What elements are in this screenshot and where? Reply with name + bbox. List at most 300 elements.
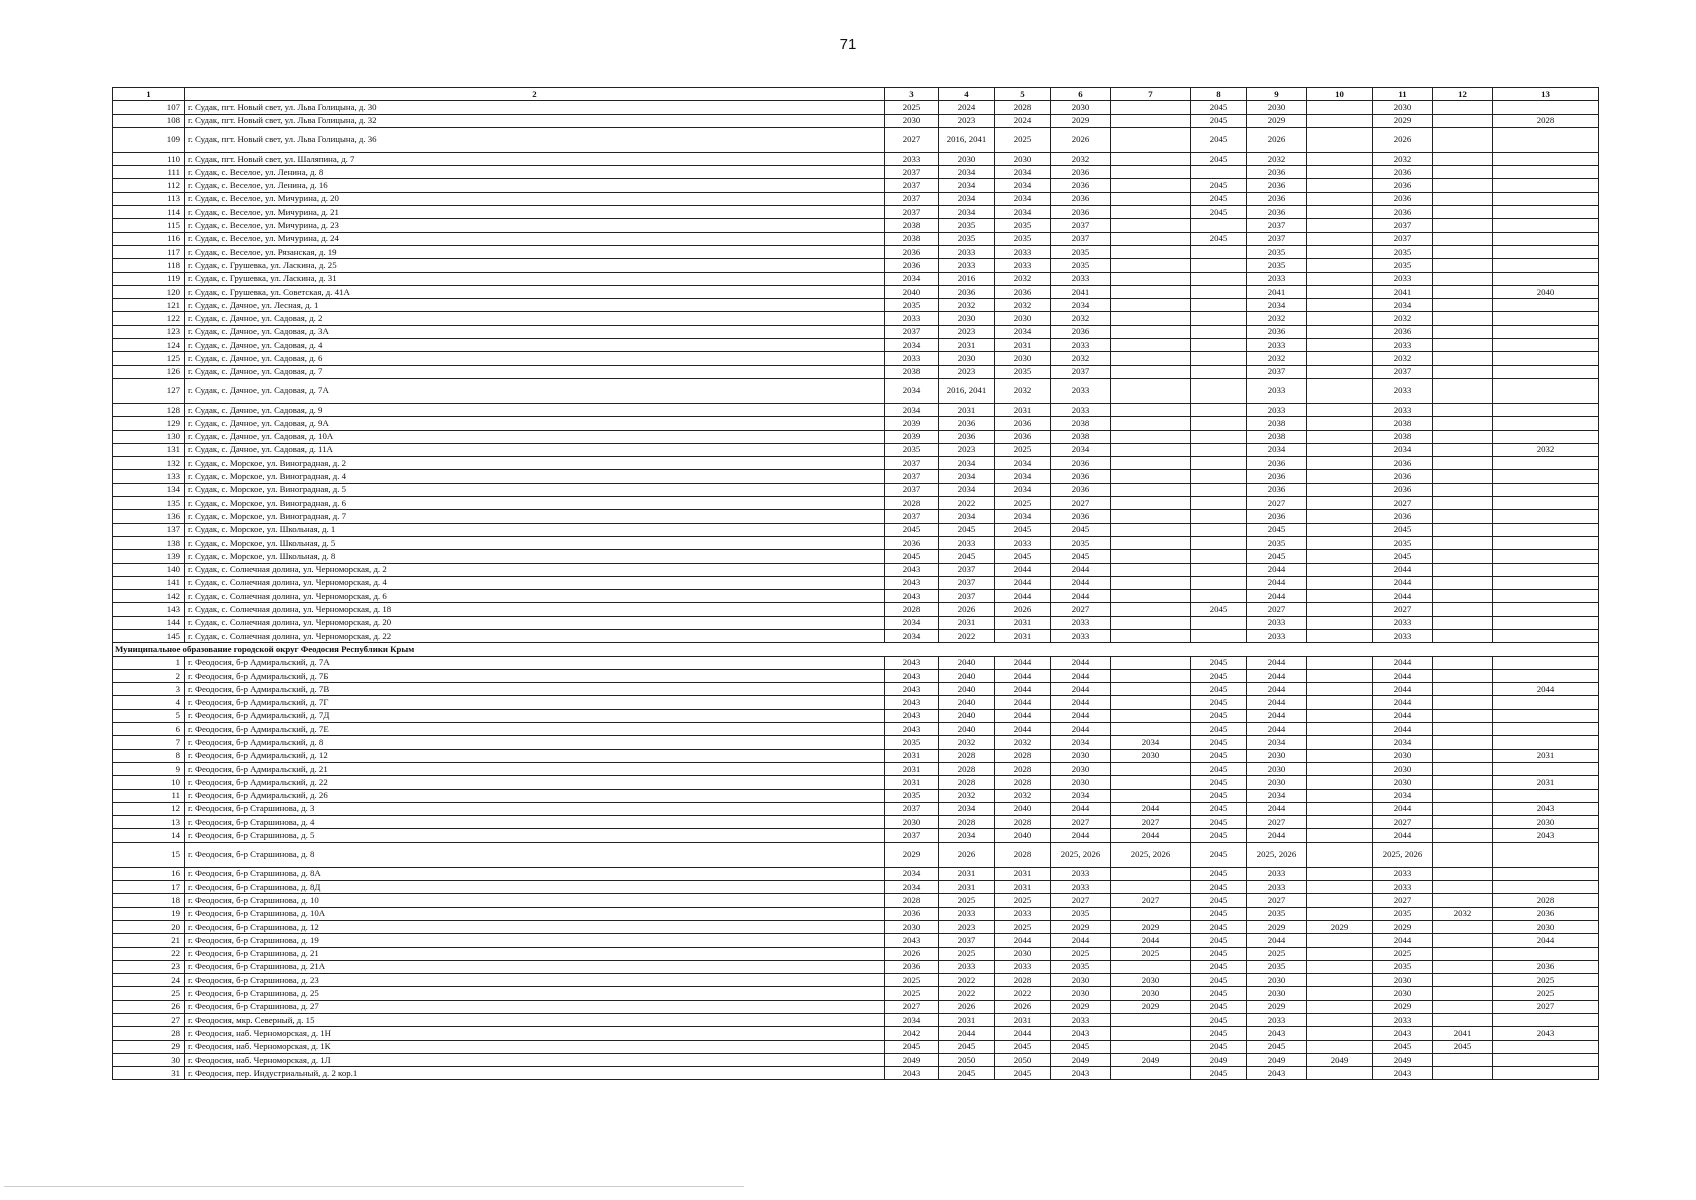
year-cell-col-5: 2030 <box>995 352 1051 365</box>
year-cell-col-9: 2035 <box>1247 536 1307 549</box>
year-cell-col-7: 2025, 2026 <box>1111 842 1191 867</box>
address-cell: г. Судак, с. Солнечная долина, ул. Черноморская, д. 20 <box>185 616 885 629</box>
year-cell-col-5: 2044 <box>995 696 1051 709</box>
table-row <box>113 192 1599 205</box>
table-row <box>113 576 1599 589</box>
year-cell-col-3: 2034 <box>885 403 939 416</box>
year-cell-col-13: 2027 <box>1493 1000 1599 1013</box>
address-cell: г. Судак, пгт. Новый свет, ул. Льва Голицына, д. 30 <box>185 101 885 114</box>
year-cell-col-6: 2044 <box>1051 656 1111 669</box>
row-number-cell: 24 <box>113 974 185 987</box>
year-cell-col-5: 2031 <box>995 403 1051 416</box>
year-cell-col-11: 2035 <box>1373 960 1433 973</box>
year-cell-col-12 <box>1433 403 1493 416</box>
year-cell-col-5: 2034 <box>995 457 1051 470</box>
year-cell-col-4: 2040 <box>939 723 995 736</box>
table-row <box>113 563 1599 576</box>
year-cell-col-13 <box>1493 430 1599 443</box>
address-cell: г. Судак, с. Дачное, ул. Садовая, д. 6 <box>185 352 885 365</box>
year-cell-col-7 <box>1111 563 1191 576</box>
year-cell-col-6: 2033 <box>1051 339 1111 352</box>
year-cell-col-8 <box>1191 219 1247 232</box>
row-number-cell: 113 <box>113 192 185 205</box>
year-cell-col-3: 2030 <box>885 816 939 829</box>
year-cell-col-4: 2026 <box>939 842 995 867</box>
year-cell-col-8: 2045 <box>1191 776 1247 789</box>
year-cell-col-13 <box>1493 339 1599 352</box>
year-cell-col-9: 2044 <box>1247 683 1307 696</box>
year-cell-col-7: 2030 <box>1111 987 1191 1000</box>
year-cell-col-4: 2016, 2041 <box>939 127 995 152</box>
year-cell-col-5: 2032 <box>995 272 1051 285</box>
address-cell: г. Судак, пгт. Новый свет, ул. Льва Голицына, д. 32 <box>185 114 885 127</box>
year-cell-col-11: 2030 <box>1373 101 1433 114</box>
year-cell-col-8: 2045 <box>1191 1040 1247 1053</box>
year-cell-col-8: 2045 <box>1191 1014 1247 1027</box>
row-number-cell: 128 <box>113 403 185 416</box>
table-row <box>113 829 1599 842</box>
row-number-cell: 138 <box>113 536 185 549</box>
year-cell-col-3: 2034 <box>885 339 939 352</box>
year-cell-col-6: 2036 <box>1051 510 1111 523</box>
year-cell-col-5: 2032 <box>995 736 1051 749</box>
year-cell-col-4: 2022 <box>939 987 995 1000</box>
row-number-cell: 127 <box>113 378 185 403</box>
year-cell-col-10 <box>1307 152 1373 165</box>
year-cell-col-12 <box>1433 629 1493 642</box>
year-cell-col-7: 2044 <box>1111 802 1191 815</box>
year-cell-col-4: 2031 <box>939 339 995 352</box>
table-row <box>113 430 1599 443</box>
row-number-cell: 107 <box>113 101 185 114</box>
row-number-cell: 124 <box>113 339 185 352</box>
year-cell-col-9: 2034 <box>1247 736 1307 749</box>
year-cell-col-4: 2022 <box>939 497 995 510</box>
year-cell-col-8 <box>1191 259 1247 272</box>
year-cell-col-7: 2027 <box>1111 894 1191 907</box>
year-cell-col-12 <box>1433 590 1493 603</box>
table-row <box>113 127 1599 152</box>
year-cell-col-9: 2036 <box>1247 166 1307 179</box>
year-cell-col-8: 2045 <box>1191 723 1247 736</box>
year-cell-col-12 <box>1433 867 1493 880</box>
year-cell-col-12 <box>1433 1000 1493 1013</box>
year-cell-col-8: 2045 <box>1191 749 1247 762</box>
table-row <box>113 245 1599 258</box>
year-cell-col-3: 2042 <box>885 1027 939 1040</box>
year-cell-col-13 <box>1493 576 1599 589</box>
year-cell-col-4: 2026 <box>939 603 995 616</box>
year-cell-col-7: 2025 <box>1111 947 1191 960</box>
year-cell-col-6: 2030 <box>1051 776 1111 789</box>
address-cell: г. Феодосия, б-р Адмиральский, д. 7В <box>185 683 885 696</box>
year-cell-col-5: 2030 <box>995 947 1051 960</box>
year-cell-col-10 <box>1307 470 1373 483</box>
year-cell-col-3: 2034 <box>885 867 939 880</box>
year-cell-col-9: 2030 <box>1247 776 1307 789</box>
year-cell-col-13 <box>1493 299 1599 312</box>
year-cell-col-7 <box>1111 443 1191 456</box>
year-cell-col-6: 2030 <box>1051 987 1111 1000</box>
year-cell-col-9: 2033 <box>1247 867 1307 880</box>
year-cell-col-13: 2044 <box>1493 683 1599 696</box>
year-cell-col-10 <box>1307 403 1373 416</box>
year-cell-col-4: 2030 <box>939 312 995 325</box>
year-cell-col-7 <box>1111 232 1191 245</box>
address-cell: г. Судак, пгт. Новый свет, ул. Шаляпина, д. 7 <box>185 152 885 165</box>
year-cell-col-9: 2025, 2026 <box>1247 842 1307 867</box>
address-cell: г. Судак, с. Солнечная долина, ул. Черноморская, д. 18 <box>185 603 885 616</box>
year-cell-col-5: 2031 <box>995 629 1051 642</box>
year-cell-col-12 <box>1433 166 1493 179</box>
year-cell-col-10 <box>1307 829 1373 842</box>
year-cell-col-7 <box>1111 960 1191 973</box>
year-cell-col-6: 2034 <box>1051 299 1111 312</box>
year-cell-col-13 <box>1493 1053 1599 1066</box>
year-cell-col-8 <box>1191 536 1247 549</box>
year-cell-col-11: 2045 <box>1373 550 1433 563</box>
year-cell-col-7 <box>1111 789 1191 802</box>
year-cell-col-12 <box>1433 842 1493 867</box>
year-cell-col-6: 2043 <box>1051 1067 1111 1080</box>
year-cell-col-3: 2036 <box>885 907 939 920</box>
year-cell-col-10 <box>1307 934 1373 947</box>
year-cell-col-9: 2036 <box>1247 510 1307 523</box>
year-cell-col-7 <box>1111 403 1191 416</box>
table-row <box>113 219 1599 232</box>
year-cell-col-10 <box>1307 299 1373 312</box>
year-cell-col-13 <box>1493 206 1599 219</box>
year-cell-col-3: 2043 <box>885 590 939 603</box>
year-cell-col-6: 2037 <box>1051 232 1111 245</box>
year-cell-col-7: 2049 <box>1111 1053 1191 1066</box>
year-cell-col-8: 2045 <box>1191 987 1247 1000</box>
year-cell-col-3: 2037 <box>885 457 939 470</box>
year-cell-col-12 <box>1433 1053 1493 1066</box>
year-cell-col-6: 2036 <box>1051 470 1111 483</box>
year-cell-col-10 <box>1307 736 1373 749</box>
year-cell-col-9: 2036 <box>1247 206 1307 219</box>
year-cell-col-9: 2027 <box>1247 497 1307 510</box>
year-cell-col-3: 2033 <box>885 152 939 165</box>
row-number-cell: 130 <box>113 430 185 443</box>
year-cell-col-9: 2043 <box>1247 1067 1307 1080</box>
year-cell-col-12 <box>1433 576 1493 589</box>
column-header-10: 10 <box>1307 88 1373 101</box>
row-number-cell: 126 <box>113 365 185 378</box>
year-cell-col-6: 2025 <box>1051 947 1111 960</box>
year-cell-col-8: 2045 <box>1191 934 1247 947</box>
table-row <box>113 1040 1599 1053</box>
table-row <box>113 867 1599 880</box>
year-cell-col-7: 2027 <box>1111 816 1191 829</box>
year-cell-col-5: 2033 <box>995 245 1051 258</box>
year-cell-col-11: 2044 <box>1373 656 1433 669</box>
year-cell-col-10 <box>1307 179 1373 192</box>
row-number-cell: 110 <box>113 152 185 165</box>
year-cell-col-11: 2033 <box>1373 616 1433 629</box>
column-header-6: 6 <box>1051 88 1111 101</box>
year-cell-col-11: 2035 <box>1373 536 1433 549</box>
year-cell-col-4: 2040 <box>939 656 995 669</box>
year-cell-col-9: 2033 <box>1247 616 1307 629</box>
year-cell-col-6: 2045 <box>1051 1040 1111 1053</box>
year-cell-col-6: 2034 <box>1051 443 1111 456</box>
year-cell-col-3: 2033 <box>885 352 939 365</box>
year-cell-col-7 <box>1111 1067 1191 1080</box>
year-cell-col-9: 2025 <box>1247 947 1307 960</box>
year-cell-col-12 <box>1433 430 1493 443</box>
table-row <box>113 483 1599 496</box>
year-cell-col-9: 2035 <box>1247 245 1307 258</box>
year-cell-col-12 <box>1433 179 1493 192</box>
year-cell-col-10 <box>1307 987 1373 1000</box>
row-number-cell: 31 <box>113 1067 185 1080</box>
year-cell-col-9: 2035 <box>1247 907 1307 920</box>
year-cell-col-5: 2032 <box>995 299 1051 312</box>
year-cell-col-13 <box>1493 259 1599 272</box>
year-cell-col-7 <box>1111 272 1191 285</box>
year-cell-col-13 <box>1493 656 1599 669</box>
year-cell-col-12 <box>1433 206 1493 219</box>
year-cell-col-5: 2034 <box>995 166 1051 179</box>
year-cell-col-3: 2043 <box>885 696 939 709</box>
row-number-cell: 145 <box>113 629 185 642</box>
year-cell-col-12 <box>1433 483 1493 496</box>
year-cell-col-3: 2039 <box>885 430 939 443</box>
row-number-cell: 10 <box>113 776 185 789</box>
year-cell-col-4: 2022 <box>939 629 995 642</box>
address-cell: г. Феодосия, б-р Старшинова, д. 21А <box>185 960 885 973</box>
year-cell-col-10 <box>1307 683 1373 696</box>
table-row <box>113 629 1599 642</box>
year-cell-col-11: 2033 <box>1373 272 1433 285</box>
table-row <box>113 352 1599 365</box>
year-cell-col-6: 2038 <box>1051 417 1111 430</box>
table-row <box>113 1014 1599 1027</box>
year-cell-col-4: 2045 <box>939 1067 995 1080</box>
year-cell-col-9: 2029 <box>1247 114 1307 127</box>
year-cell-col-4: 2033 <box>939 259 995 272</box>
address-cell: г. Судак, с. Морское, ул. Школьная, д. 5 <box>185 536 885 549</box>
year-cell-col-8: 2045 <box>1191 669 1247 682</box>
year-cell-col-12 <box>1433 272 1493 285</box>
table-row <box>113 789 1599 802</box>
year-cell-col-6: 2029 <box>1051 114 1111 127</box>
year-cell-col-9: 2045 <box>1247 523 1307 536</box>
year-cell-col-6: 2030 <box>1051 749 1111 762</box>
year-cell-col-10 <box>1307 192 1373 205</box>
year-cell-col-9: 2036 <box>1247 325 1307 338</box>
year-cell-col-3: 2037 <box>885 166 939 179</box>
year-cell-col-12 <box>1433 101 1493 114</box>
year-cell-col-11: 2032 <box>1373 352 1433 365</box>
year-cell-col-3: 2039 <box>885 417 939 430</box>
table-row <box>113 749 1599 762</box>
year-cell-col-9: 2044 <box>1247 590 1307 603</box>
year-cell-col-7 <box>1111 219 1191 232</box>
year-cell-col-4: 2034 <box>939 192 995 205</box>
year-cell-col-13 <box>1493 536 1599 549</box>
year-cell-col-10 <box>1307 974 1373 987</box>
year-cell-col-4: 2035 <box>939 232 995 245</box>
year-cell-col-12 <box>1433 245 1493 258</box>
year-cell-col-3: 2037 <box>885 192 939 205</box>
year-cell-col-12 <box>1433 987 1493 1000</box>
year-cell-col-8 <box>1191 550 1247 563</box>
year-cell-col-9: 2037 <box>1247 365 1307 378</box>
year-cell-col-7 <box>1111 325 1191 338</box>
year-cell-col-11: 2044 <box>1373 696 1433 709</box>
year-cell-col-7 <box>1111 1040 1191 1053</box>
year-cell-col-8: 2045 <box>1191 881 1247 894</box>
year-cell-col-6: 2034 <box>1051 789 1111 802</box>
year-cell-col-3: 2027 <box>885 1000 939 1013</box>
year-cell-col-5: 2034 <box>995 483 1051 496</box>
year-cell-col-4: 2016 <box>939 272 995 285</box>
year-cell-col-11: 2043 <box>1373 1027 1433 1040</box>
year-cell-col-12 <box>1433 536 1493 549</box>
row-number-cell: 1 <box>113 656 185 669</box>
address-cell: г. Феодосия, наб. Черноморская, д. 1Л <box>185 1053 885 1066</box>
year-cell-col-6: 2036 <box>1051 325 1111 338</box>
row-number-cell: 122 <box>113 312 185 325</box>
year-cell-col-3: 2035 <box>885 736 939 749</box>
year-cell-col-4: 2034 <box>939 510 995 523</box>
year-cell-col-13: 2036 <box>1493 960 1599 973</box>
table-row <box>113 206 1599 219</box>
address-cell: г. Судак, с. Дачное, ул. Садовая, д. 7 <box>185 365 885 378</box>
row-number-cell: 28 <box>113 1027 185 1040</box>
year-cell-col-10 <box>1307 789 1373 802</box>
year-cell-col-10 <box>1307 312 1373 325</box>
year-cell-col-5: 2044 <box>995 656 1051 669</box>
year-cell-col-5: 2044 <box>995 683 1051 696</box>
year-cell-col-8 <box>1191 245 1247 258</box>
year-cell-col-13: 2025 <box>1493 987 1599 1000</box>
year-cell-col-4: 2034 <box>939 470 995 483</box>
year-cell-col-5: 2045 <box>995 550 1051 563</box>
year-cell-col-3: 2034 <box>885 378 939 403</box>
year-cell-col-10 <box>1307 1000 1373 1013</box>
section-title: Муниципальное образование городской округ Феодосия Республики Крым <box>113 643 1599 656</box>
year-cell-col-4: 2040 <box>939 696 995 709</box>
year-cell-col-5: 2040 <box>995 829 1051 842</box>
row-number-cell: 3 <box>113 683 185 696</box>
address-cell: г. Феодосия, б-р Старшинова, д. 12 <box>185 920 885 933</box>
table-row <box>113 152 1599 165</box>
year-cell-col-5: 2032 <box>995 378 1051 403</box>
year-cell-col-7: 2044 <box>1111 829 1191 842</box>
year-cell-col-8: 2045 <box>1191 206 1247 219</box>
table-row <box>113 403 1599 416</box>
table-row <box>113 842 1599 867</box>
year-cell-col-13 <box>1493 709 1599 722</box>
year-cell-col-7 <box>1111 709 1191 722</box>
year-cell-col-10 <box>1307 960 1373 973</box>
row-number-cell: 9 <box>113 762 185 775</box>
year-cell-col-9: 2026 <box>1247 127 1307 152</box>
year-cell-col-13 <box>1493 417 1599 430</box>
year-cell-col-11: 2038 <box>1373 430 1433 443</box>
year-cell-col-3: 2037 <box>885 829 939 842</box>
year-cell-col-8 <box>1191 417 1247 430</box>
year-cell-col-6: 2044 <box>1051 934 1111 947</box>
year-cell-col-4: 2037 <box>939 576 995 589</box>
year-cell-col-3: 2031 <box>885 762 939 775</box>
year-cell-col-7: 2030 <box>1111 749 1191 762</box>
year-cell-col-13: 2028 <box>1493 114 1599 127</box>
year-cell-col-12 <box>1433 776 1493 789</box>
year-cell-col-5: 2025 <box>995 443 1051 456</box>
year-cell-col-12 <box>1433 881 1493 894</box>
year-cell-col-11: 2032 <box>1373 312 1433 325</box>
year-cell-col-3: 2043 <box>885 723 939 736</box>
year-cell-col-10 <box>1307 696 1373 709</box>
year-cell-col-11: 2044 <box>1373 683 1433 696</box>
year-cell-col-7 <box>1111 365 1191 378</box>
year-cell-col-11: 2027 <box>1373 497 1433 510</box>
year-cell-col-7 <box>1111 629 1191 642</box>
page-number: 71 <box>839 36 857 53</box>
year-cell-col-8: 2045 <box>1191 920 1247 933</box>
year-cell-col-13 <box>1493 470 1599 483</box>
year-cell-col-8: 2045 <box>1191 829 1247 842</box>
year-cell-col-6: 2044 <box>1051 576 1111 589</box>
year-cell-col-12 <box>1433 709 1493 722</box>
year-cell-col-13 <box>1493 762 1599 775</box>
year-cell-col-12 <box>1433 339 1493 352</box>
year-cell-col-4: 2034 <box>939 166 995 179</box>
year-cell-col-3: 2025 <box>885 974 939 987</box>
address-cell: г. Судак, с. Веселое, ул. Рязанская, д. 19 <box>185 245 885 258</box>
header-row <box>113 88 1599 101</box>
year-cell-col-11: 2044 <box>1373 802 1433 815</box>
year-cell-col-6: 2044 <box>1051 669 1111 682</box>
year-cell-col-4: 2034 <box>939 802 995 815</box>
year-cell-col-6: 2035 <box>1051 907 1111 920</box>
year-cell-col-5: 2028 <box>995 974 1051 987</box>
year-cell-col-13 <box>1493 312 1599 325</box>
year-cell-col-5: 2035 <box>995 365 1051 378</box>
address-cell: г. Судак, с. Морское, ул. Виноградная, д. 2 <box>185 457 885 470</box>
column-header-9: 9 <box>1247 88 1307 101</box>
year-cell-col-9: 2044 <box>1247 709 1307 722</box>
year-cell-col-6: 2033 <box>1051 629 1111 642</box>
row-number-cell: 121 <box>113 299 185 312</box>
year-cell-col-12 <box>1433 974 1493 987</box>
year-cell-col-5: 2044 <box>995 723 1051 736</box>
address-cell: г. Судак, с. Грушевка, ул. Ласкина, д. 31 <box>185 272 885 285</box>
year-cell-col-6: 2026 <box>1051 127 1111 152</box>
year-cell-col-6: 2045 <box>1051 523 1111 536</box>
year-cell-col-7 <box>1111 867 1191 880</box>
year-cell-col-13 <box>1493 1040 1599 1053</box>
year-cell-col-10 <box>1307 776 1373 789</box>
year-cell-col-9: 2030 <box>1247 974 1307 987</box>
year-cell-col-4: 2034 <box>939 457 995 470</box>
year-cell-col-13 <box>1493 166 1599 179</box>
table-row <box>113 987 1599 1000</box>
address-cell: г. Феодосия, б-р Адмиральский, д. 8 <box>185 736 885 749</box>
year-cell-col-11: 2043 <box>1373 1067 1433 1080</box>
year-cell-col-6: 2033 <box>1051 272 1111 285</box>
year-cell-col-7 <box>1111 166 1191 179</box>
year-cell-col-7 <box>1111 776 1191 789</box>
year-cell-col-4: 2033 <box>939 907 995 920</box>
column-header-11: 11 <box>1373 88 1433 101</box>
row-number-cell: 19 <box>113 907 185 920</box>
